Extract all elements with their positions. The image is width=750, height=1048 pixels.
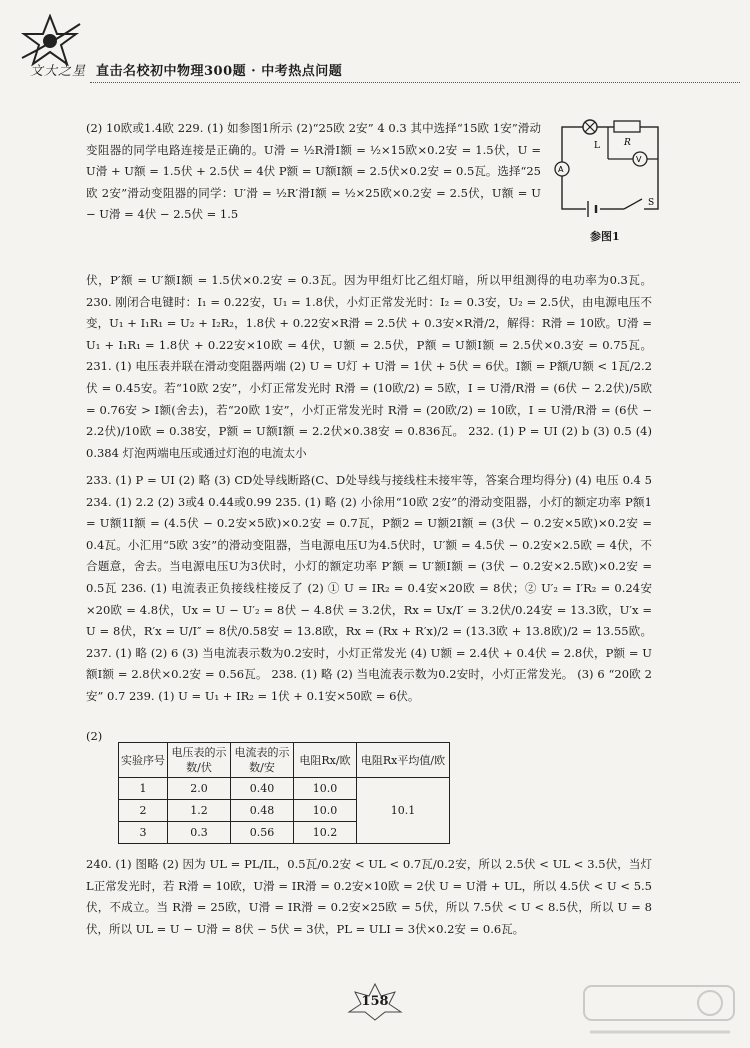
- answer-paragraph-240: 240. (1) 图略 (2) 因为 UL = PL/IL，0.5瓦/0.2安 < UL < 0.7瓦/0.2安，所以 2.5伏 < UL < 3.5伏，当灯L正常发光时，若 R滑 = 10欧，U滑 = IR滑 = 0.2安×10欧 = 2伏 U = U滑 + UL，所以 4.5伏 < U < 5.5伏，不成立。当 R滑 = 25欧，U滑 = IR滑 = 0.2安×25欧 = 5伏，所以 7.5伏 < U < 8.5伏，所以 U = 8伏，所以 UL = U − U滑 = 8伏 − 5伏 = 3伏，PL = ULI = 3伏×0.2安 = 0.6瓦。: [86, 857, 652, 936]
- subquestion-label: (2): [86, 729, 103, 743]
- answer-paragraph-233-239: 233. (1) P = UI (2) 略 (3) CD处导线断路(C、D处导线与接线柱未接牢等，答案合理均得分) (4) 电压 0.4 5 234. (1) 2.2 (2) 3或4 0.44或0.99 235. (1) 略 (2) 小徐用“10欧 2安”的滑动变阻器，小灯的额定功率 P额1 = U额1I额 = (4.5伏 − 0.2安×5欧)×0.2安 = 0.7瓦，P额2 = U额2I额 = (3伏 − 0.2安×5欧)×0.2安 = 0.4瓦。小汇用“5欧 3安”的滑动变阻器，当电源电压U为4.5伏时，U′额 = 4.5伏 − 0.2安×2.5欧 = 4伏，不合题意，舍去。当电源电压U为3伏时，小灯的额定功率 P′额 = U′额I额 = (3伏 − 0.2安×2.5欧)×0.2安 = 0.5瓦 236. (1) 电流表正负接线柱接反了 (2) ① U = IR₂ = 0.4安×20欧 = 8伏；② U′₂ = I′R₂ = 0.24安×20欧 = 4.8伏，Ux = U − U′₂ = 8伏 − 4.8伏 = 3.2伏，Rx = Ux/I′ = 3.2伏/0.24安 = 13.3欧，U′x = U = 8伏，R′x = U/I″ = 8伏/0.58安 = 13.8欧，Rx = (Rx + R′x)/2 = (13.3欧 + 13.8欧)/2 = 13.55欧。 237. (1) 略 (2) 6 (3) 当电流表示数为0.2安时，小灯正常发光 (4) U额 = 2.4伏 + 0.4伏 = 2.8伏，P额 = U额I额 = 2.8伏×0.2安 = 0.56瓦。 238. (1) 略 (2) 当电流表示数为0.2安时，小灯正常发光。 (3) 6 “20欧 2安” 0.7 239. (1) U = U₁ + IR₂ = 1伏 + 0.1安×50欧 = 6伏。: [86, 473, 652, 703]
- average-cell: 10.1: [357, 778, 450, 844]
- answer-paragraph-229: (2) 10欧或1.4欧 229. (1) 如参图1所示 (2)“25欧 2安” 4 0.3 其中选择“15欧 1安”滑动变阻器的同学电路连接是正确的。U滑 = ½R滑I额 = ½×15欧×0.2安 = 1.5伏，U = U滑 + U额 = 1.5伏 + 2.5伏 = 4伏 P额 = U额I额 = 2.5伏×0.2安 = 0.5瓦。选择“25欧 2安”滑动变阻器的同学：U′滑 = ½R′滑I额 = ½×25欧×0.2安 = 2.5伏，U额 = U − U滑 = 4伏 − 2.5伏 = 1.5: [86, 121, 541, 222]
- table-cell: 1.2: [168, 800, 231, 822]
- table-row: [119, 778, 450, 800]
- page-number-badge: [345, 982, 405, 1022]
- table-cell: 0.40: [231, 778, 294, 800]
- table-cell: 2: [119, 800, 168, 822]
- label-v: V: [636, 155, 642, 164]
- logo-text: 文大之星: [30, 64, 87, 79]
- answer-paragraph-230-232: 伏，P′额 = U′额I额 = 1.5伏×0.2安 = 0.3瓦。因为甲组灯比乙组灯暗，所以甲组测得的电功率为0.3瓦。 230. 刚闭合电键时：I₁ = 0.22安，U₁ = 1.8伏，小灯正常发光时：I₂ = 0.3安，U₂ = 2.5伏，由电源电压不变，U₁ + I₁R₁ = U₂ + I₂R₂，1.8伏 + 0.22安×R滑 = 2.5伏 + 0.3安×R滑/2，解得：R滑 = 10欧。U滑 = U₁ + I₁R₁ = 1.8伏 + 0.22安×10欧 = 4伏，U额 = 2.5伏，P额 = U额I额 = 2.5伏×0.3安 = 0.75瓦。 231. (1) 电压表并联在滑动变阻器两端 (2) U = U灯 + U滑 = 1伏 + 5伏 = 6伏。I额 = P额/U额 < 1瓦/2.2伏 = 0.45安。若“10欧 2安”，小灯正常发光时 R滑 = (10欧/2) = 5欧，I = U滑/R滑 = (6伏 − 2.2伏)/5欧 = 0.76安 > I额(舍去)，若“20欧 1安”，小灯正常发光时 R滑 = (20欧/2) = 10欧，I = U滑/R滑 = (6伏 − 2.2伏)/10欧 = 0.38安，P额 = U额I额 = 2.2伏×0.38安 = 0.836瓦。 232. (1) P = UI (2) b (3) 0.5 (4) 0.384 灯泡两端电压或通过灯泡的电流太小: [86, 273, 652, 460]
- page-number: 158: [361, 994, 389, 1009]
- page-header: [0, 0, 750, 90]
- label-s: S: [648, 198, 655, 208]
- series-title: 直击名校初中物理300题 · 中考热点问题: [96, 64, 343, 79]
- table-cell: 2.0: [168, 778, 231, 800]
- table-header: 电流表的示数/安: [231, 743, 294, 778]
- table-header: 电压表的示数/伏: [168, 743, 231, 778]
- table-cell: 10.0: [294, 778, 357, 800]
- table-cell: 1: [119, 778, 168, 800]
- table-cell: 10.2: [294, 822, 357, 844]
- figure-caption: 参图1: [590, 230, 620, 243]
- table-header: 实验序号: [119, 743, 168, 778]
- table-cell: 0.48: [231, 800, 294, 822]
- label-r: R: [624, 138, 631, 148]
- table-cell: 10.0: [294, 800, 357, 822]
- watermark-icon: [580, 978, 740, 1042]
- table-cell: 0.56: [231, 822, 294, 844]
- table-cell: 0.3: [168, 822, 231, 844]
- table-header: 电阻Rx/欧: [294, 743, 357, 778]
- answer-content: [86, 118, 655, 226]
- label-l: L: [594, 141, 600, 151]
- label-a: A: [558, 165, 564, 174]
- table-cell: 3: [119, 822, 168, 844]
- experiment-table: [118, 742, 450, 844]
- header-divider: [90, 82, 740, 83]
- table-header: 电阻Rx平均值/欧: [357, 743, 450, 778]
